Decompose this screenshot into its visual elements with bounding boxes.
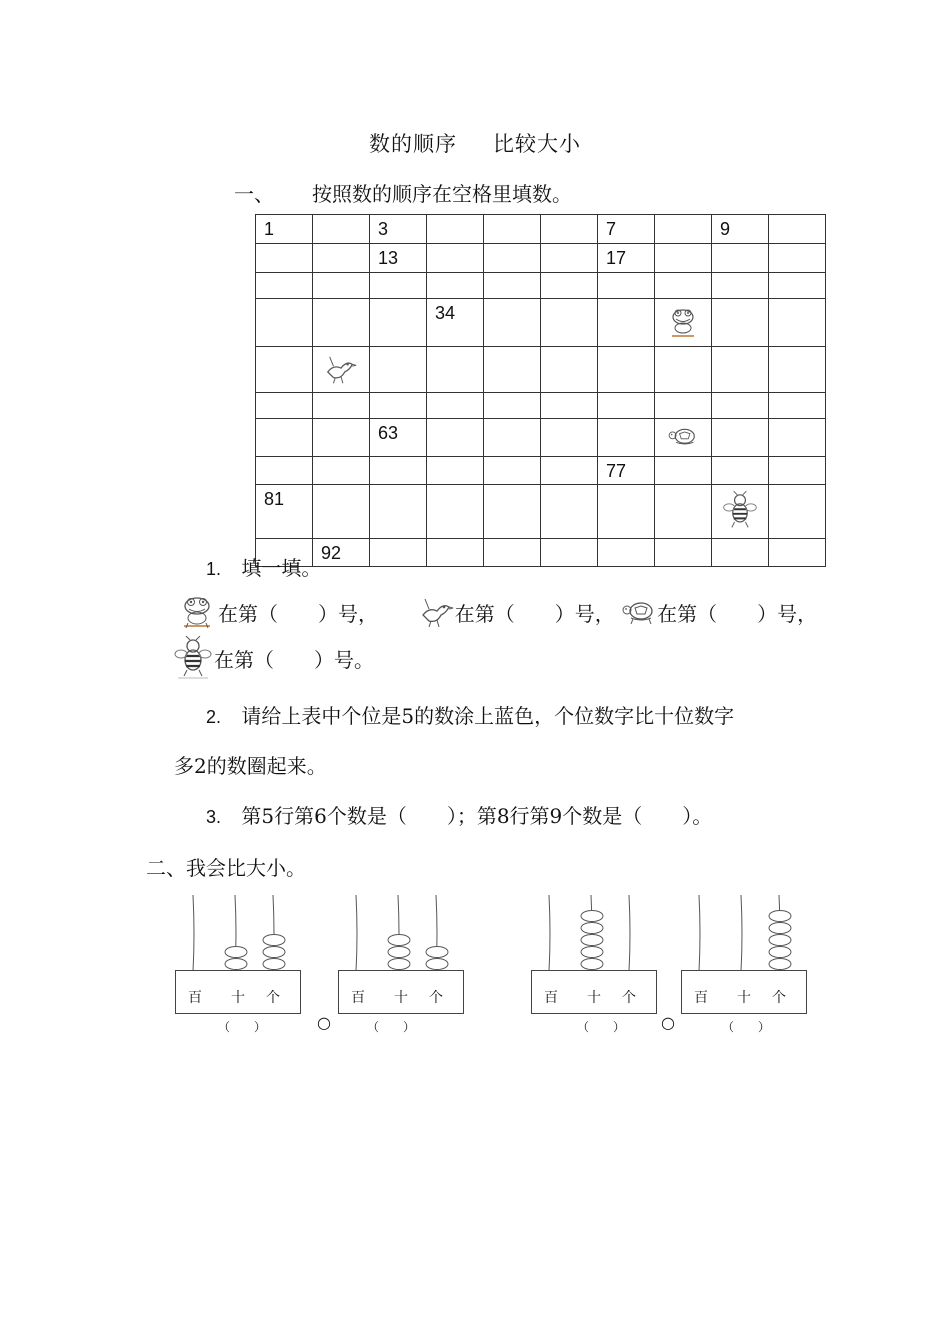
abacus-frame <box>681 970 807 1014</box>
q1-line2 <box>172 636 374 687</box>
abacus-bead <box>581 935 603 946</box>
q1-text: 填一填。 <box>241 556 322 580</box>
grid-cell[interactable] <box>313 485 370 539</box>
abacus-label-hundreds: 百 <box>544 990 558 1006</box>
q2-line2: 多2的数圈起来。 <box>174 754 327 778</box>
abacus-bead <box>388 947 410 958</box>
abacus-label-ones: 个 <box>622 990 636 1006</box>
grid-cell[interactable] <box>712 393 769 419</box>
grid-cell[interactable] <box>541 347 598 393</box>
abacus <box>338 895 468 1020</box>
grid-cell[interactable] <box>427 273 484 299</box>
abacus-frame <box>338 970 464 1014</box>
abacus-bead <box>388 935 410 946</box>
q1-heading <box>206 552 321 581</box>
grid-cell[interactable] <box>712 457 769 485</box>
grid-row <box>256 393 826 419</box>
abacus-frame <box>531 970 657 1014</box>
grid-cell[interactable] <box>769 485 826 539</box>
bee-icon <box>712 491 768 538</box>
abacus-bead <box>581 959 603 970</box>
compare-circle-1: ○ <box>317 1013 331 1032</box>
grid-cell[interactable] <box>256 215 313 244</box>
grid-cell[interactable] <box>598 457 655 485</box>
grid-cell[interactable] <box>370 215 427 244</box>
grid-cell[interactable] <box>541 273 598 299</box>
grid-cell[interactable] <box>712 539 769 567</box>
grid-cell[interactable] <box>256 393 313 419</box>
abacus-label-hundreds: 百 <box>694 990 708 1006</box>
abacus-label-tens: 十 <box>737 990 751 1006</box>
grid-cell[interactable] <box>655 485 712 539</box>
grid-row <box>256 299 826 347</box>
section1-text: 按照数的顺序在空格里填数。 <box>312 182 572 206</box>
abacus-rod <box>193 895 194 971</box>
grid-cell[interactable] <box>541 244 598 273</box>
abacus-bead <box>263 935 285 946</box>
grid-cell[interactable] <box>484 347 541 393</box>
grid-row <box>256 457 826 485</box>
abacus <box>681 895 811 1020</box>
q1-blank1: 在第（ ）号， <box>218 602 378 626</box>
grid-cell[interactable] <box>313 244 370 273</box>
grid-cell[interactable] <box>370 485 427 539</box>
grid-cell[interactable] <box>541 299 598 347</box>
frog-icon <box>176 594 218 637</box>
grid-cell[interactable] <box>256 485 313 539</box>
grid-number: 7 <box>606 219 617 239</box>
compare-circle-2: ○ <box>661 1013 675 1032</box>
grid-cell[interactable] <box>370 347 427 393</box>
grid-row <box>256 244 826 273</box>
abacus2-answer: （ ） <box>367 1020 416 1034</box>
abacus-rods <box>681 895 811 973</box>
abacus-bead <box>769 947 791 958</box>
number-grid <box>255 214 826 567</box>
grid-cell[interactable] <box>769 393 826 419</box>
title-part1: 数的顺序 <box>369 132 457 156</box>
grid-cell[interactable] <box>655 539 712 567</box>
grid-cell[interactable] <box>541 215 598 244</box>
grid-cell[interactable] <box>598 419 655 457</box>
grid-cell[interactable] <box>313 215 370 244</box>
grid-cell[interactable] <box>712 485 769 539</box>
grid-cell[interactable] <box>598 393 655 419</box>
abacus-bead <box>581 947 603 958</box>
grid-cell[interactable] <box>427 393 484 419</box>
grid-cell[interactable] <box>313 347 370 393</box>
grid-cell[interactable] <box>484 419 541 457</box>
q1-blank3: 在第（ ）号， <box>657 602 818 626</box>
abacus-label-tens: 十 <box>231 990 245 1006</box>
abacus <box>531 895 661 1020</box>
grid-row <box>256 539 826 567</box>
grid-cell[interactable] <box>712 273 769 299</box>
grid-cell[interactable] <box>769 457 826 485</box>
abacus-bead <box>426 947 448 958</box>
turtle-icon <box>655 425 711 456</box>
grid-cell[interactable] <box>769 299 826 347</box>
grid-number: 77 <box>606 461 627 481</box>
q2-number: 2. <box>206 707 222 727</box>
grid-row <box>256 347 826 393</box>
grid-cell[interactable] <box>541 393 598 419</box>
grid-number: 34 <box>435 303 456 323</box>
grid-row <box>256 215 826 244</box>
grid-cell[interactable] <box>313 419 370 457</box>
grid-cell[interactable] <box>256 299 313 347</box>
grid-cell[interactable] <box>541 539 598 567</box>
section1-number: 一、 <box>234 182 274 206</box>
abacus-label-ones: 个 <box>772 990 786 1006</box>
grid-cell[interactable] <box>370 457 427 485</box>
bee-icon <box>172 636 214 687</box>
q1-blank2: 在第（ ）号， <box>454 602 615 626</box>
title-part2: 比较大小 <box>493 132 581 156</box>
abacus1-answer: （ ） <box>218 1020 267 1034</box>
abacus-label-ones: 个 <box>429 990 443 1006</box>
grid-cell[interactable] <box>541 457 598 485</box>
abacus-frame <box>175 970 301 1014</box>
abacus-rods <box>338 895 468 973</box>
grid-cell[interactable] <box>427 539 484 567</box>
q2-text-line1: 请给上表中个位是5的数涂上蓝色，个位数字比十位数字 <box>241 704 735 728</box>
grid-cell[interactable] <box>655 393 712 419</box>
grid-number: 13 <box>378 248 399 268</box>
grid-number: 92 <box>321 543 342 563</box>
grid-cell[interactable] <box>598 539 655 567</box>
grid-cell[interactable] <box>256 273 313 299</box>
q3-text: 第5行第6个数是（ ）；第8行第9个数是（ ）。 <box>241 804 713 828</box>
abacus-label-hundreds: 百 <box>188 990 202 1006</box>
grid-cell[interactable] <box>655 244 712 273</box>
grid-cell[interactable] <box>427 244 484 273</box>
grid-cell[interactable] <box>598 347 655 393</box>
grid-cell[interactable] <box>655 215 712 244</box>
abacus-bead <box>388 959 410 970</box>
page-title <box>0 128 950 158</box>
frog-icon <box>655 305 711 346</box>
grid-cell[interactable] <box>712 215 769 244</box>
grid-cell[interactable] <box>712 244 769 273</box>
grid-cell[interactable] <box>769 539 826 567</box>
grid-row <box>256 419 826 457</box>
grid-cell[interactable] <box>598 273 655 299</box>
grid-cell[interactable] <box>541 419 598 457</box>
grid-cell[interactable] <box>313 393 370 419</box>
q3-line <box>206 800 712 829</box>
grid-cell[interactable] <box>427 457 484 485</box>
abacus-bead <box>769 935 791 946</box>
grid-cell[interactable] <box>769 244 826 273</box>
abacus-bead <box>263 959 285 970</box>
grid-number: 81 <box>264 489 285 509</box>
grid-cell[interactable] <box>655 299 712 347</box>
grid-cell[interactable] <box>769 273 826 299</box>
grid-cell[interactable] <box>598 244 655 273</box>
grid-cell[interactable] <box>427 485 484 539</box>
turtle-icon <box>621 598 657 633</box>
abacus-bead <box>225 947 247 958</box>
grid-cell[interactable] <box>598 485 655 539</box>
abacus3-answer: （ ） <box>577 1020 626 1034</box>
grid-cell[interactable] <box>427 419 484 457</box>
grid-cell[interactable] <box>484 299 541 347</box>
abacus-bead <box>769 959 791 970</box>
abacus-label-tens: 十 <box>394 990 408 1006</box>
grid-cell[interactable] <box>712 347 769 393</box>
abacus-bead <box>426 959 448 970</box>
grid-number: 9 <box>720 219 731 239</box>
abacus-bead <box>581 911 603 922</box>
grid-cell[interactable] <box>484 485 541 539</box>
grid-cell[interactable] <box>484 273 541 299</box>
abacus-rods <box>175 895 305 973</box>
grid-cell[interactable] <box>370 393 427 419</box>
grid-cell[interactable] <box>541 485 598 539</box>
grid-number: 17 <box>606 248 627 268</box>
abacus-bead <box>581 923 603 934</box>
grid-cell[interactable] <box>370 244 427 273</box>
abacus-rod <box>741 895 742 971</box>
abacus-label-hundreds: 百 <box>351 990 365 1006</box>
abacus-rod <box>549 895 550 971</box>
section2-heading: 二、我会比大小。 <box>146 856 306 880</box>
q1-line1 <box>176 594 817 637</box>
grid-cell[interactable] <box>370 299 427 347</box>
abacus-rod <box>629 895 630 971</box>
grid-cell[interactable] <box>655 457 712 485</box>
abacus-bead <box>769 923 791 934</box>
grid-cell[interactable] <box>256 457 313 485</box>
grid-cell[interactable] <box>256 244 313 273</box>
abacus <box>175 895 305 1020</box>
grid-cell[interactable] <box>427 299 484 347</box>
grid-cell[interactable] <box>256 419 313 457</box>
grid-cell[interactable] <box>484 215 541 244</box>
grid-number: 1 <box>264 219 275 239</box>
grid-cell[interactable] <box>427 347 484 393</box>
grid-cell[interactable] <box>313 457 370 485</box>
abacus-rods <box>531 895 661 973</box>
grid-cell[interactable] <box>427 215 484 244</box>
grid-cell[interactable] <box>313 273 370 299</box>
grid-cell[interactable] <box>769 347 826 393</box>
abacus4-answer: （ ） <box>722 1020 771 1034</box>
q1-number: 1. <box>206 559 222 579</box>
bird-icon <box>419 595 455 636</box>
abacus-bead <box>225 959 247 970</box>
grid-cell[interactable] <box>655 419 712 457</box>
abacus-rod <box>699 895 700 971</box>
grid-row <box>256 485 826 539</box>
abacus-rod <box>356 895 357 971</box>
grid-cell[interactable] <box>769 419 826 457</box>
grid-cell[interactable] <box>370 273 427 299</box>
grid-row <box>256 273 826 299</box>
grid-cell[interactable] <box>256 347 313 393</box>
grid-cell[interactable] <box>598 299 655 347</box>
abacus-label-tens: 十 <box>587 990 601 1006</box>
grid-cell[interactable] <box>712 419 769 457</box>
grid-cell[interactable] <box>370 539 427 567</box>
grid-cell[interactable] <box>712 299 769 347</box>
grid-cell[interactable] <box>484 539 541 567</box>
grid-cell[interactable] <box>484 457 541 485</box>
grid-cell[interactable] <box>370 419 427 457</box>
abacus-bead <box>769 911 791 922</box>
bird-icon <box>313 353 369 392</box>
grid-cell[interactable] <box>484 393 541 419</box>
grid-cell[interactable] <box>484 244 541 273</box>
grid-cell[interactable] <box>655 273 712 299</box>
grid-number: 3 <box>378 219 389 239</box>
grid-cell[interactable] <box>655 347 712 393</box>
section1-heading <box>234 178 572 207</box>
q1-blank4: 在第（ ）号。 <box>214 648 374 672</box>
q3-number: 3. <box>206 807 222 827</box>
abacus-label-ones: 个 <box>266 990 280 1006</box>
q2-line1 <box>206 700 734 729</box>
grid-cell[interactable] <box>598 215 655 244</box>
grid-number: 63 <box>378 423 399 443</box>
grid-cell[interactable] <box>769 215 826 244</box>
abacus-bead <box>263 947 285 958</box>
grid-cell[interactable] <box>313 299 370 347</box>
